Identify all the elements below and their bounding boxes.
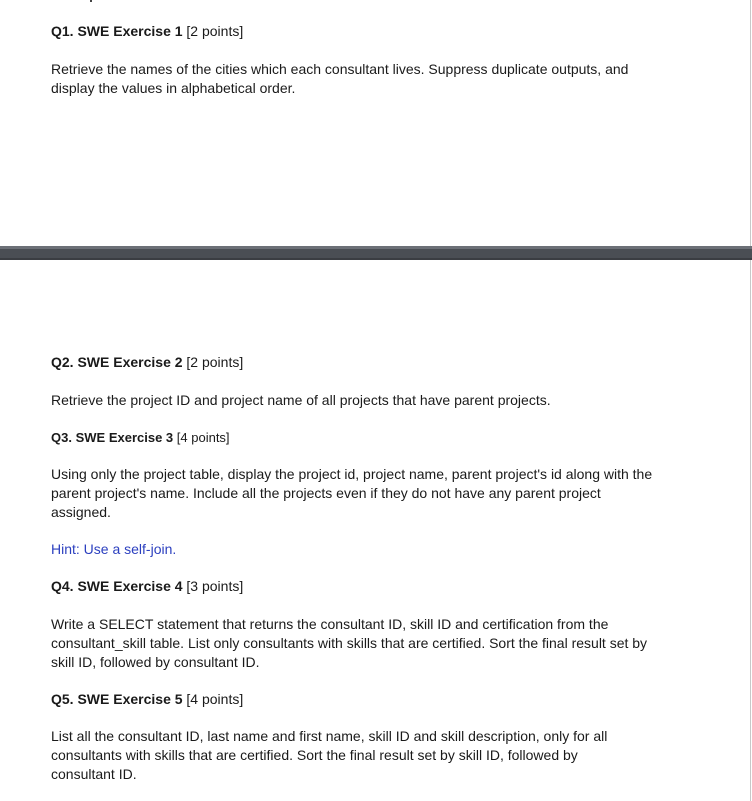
q1-number: Q1. (51, 23, 74, 39)
q3-title: SWE Exercise 3 (75, 430, 174, 445)
q4-heading (51, 577, 671, 596)
q5-number: Q5. (51, 691, 74, 707)
q4-points: [3 points] (186, 578, 244, 594)
q2-text: Retrieve the project ID and project name of all projects that have parent projects. (51, 392, 551, 408)
q5-title: SWE Exercise 5 (77, 691, 183, 707)
q1-heading (51, 22, 671, 41)
q5-heading (51, 690, 671, 709)
q5-points: [4 points] (186, 691, 244, 707)
q3-hint: Hint: Use a self-join. (51, 541, 177, 557)
q1-title: SWE Exercise 1 (77, 23, 183, 39)
q4-number: Q4. (51, 578, 74, 594)
q1-points: [2 points] (186, 23, 244, 39)
q2-points: [2 points] (186, 354, 244, 370)
q3-text: Using only the project table, display the project id, project name, parent project's id along with the parent project's name. Include all the projects even if they do not have any parent project assigned. (51, 466, 653, 520)
page-separator (0, 246, 752, 260)
q4-text: Write a SELECT statement that returns the consultant ID, skill ID and certification from the consultant_skill table. List only consultants with skills that are certified. Sort the final result set by skill ID, followed by consultant ID. (51, 616, 648, 670)
q2-title: SWE Exercise 2 (77, 354, 183, 370)
q2-number: Q2. (51, 354, 74, 370)
q2-heading (51, 353, 671, 372)
q3-number: Q3. (51, 430, 72, 445)
q1-text: Retrieve the names of the cities which each consultant lives. Suppress duplicate outputs, and display the values in alphabetical order. (51, 61, 629, 96)
document-page-2 (0, 260, 751, 801)
document-page-1 (0, 0, 751, 246)
q4-title: SWE Exercise 4 (77, 578, 183, 594)
q5-text: List all the consultant ID, last name and first name, skill ID and skill description, only for all consultants with skills that are certified. Sort the final result set by skill ID, followed by consultant ID. (51, 728, 608, 782)
page-artifact (90, 0, 92, 2)
q3-heading (51, 428, 671, 447)
q3-points: [4 points] (176, 430, 230, 445)
